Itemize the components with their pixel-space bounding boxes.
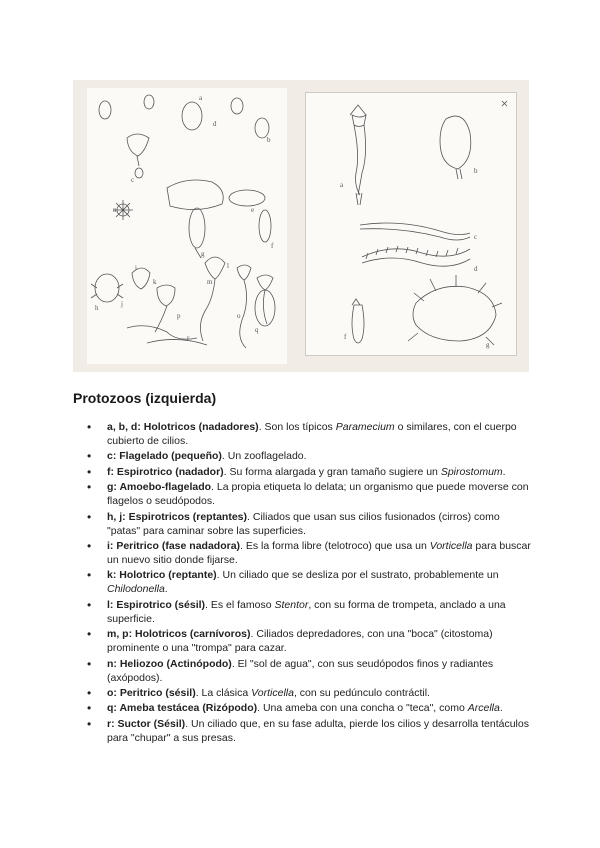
figure-letter: f bbox=[344, 333, 347, 341]
item-text: . Una ameba con una concha o "teca", como bbox=[257, 702, 468, 715]
item-text: . La clásica bbox=[195, 686, 252, 699]
figure-letter: d bbox=[474, 265, 478, 273]
figure-letter: j bbox=[121, 300, 123, 308]
item-species: Stentor bbox=[274, 598, 309, 611]
protozoa-drawing bbox=[87, 88, 287, 364]
list-item bbox=[73, 568, 533, 596]
figure-letter: o bbox=[237, 312, 241, 320]
list-item bbox=[73, 686, 533, 700]
item-label: c: Flagelado (pequeño) bbox=[107, 450, 222, 463]
figure-letter: g bbox=[486, 341, 490, 349]
item-text: . La propia etiqueta lo delata; un organismo que puede moverse con flagelos o seudópodos. bbox=[107, 481, 529, 508]
item-label: k: Holotrico (reptante) bbox=[107, 569, 217, 582]
list-item bbox=[73, 510, 533, 538]
figure-letter: a bbox=[199, 94, 203, 102]
item-text: . Es la forma libre (telotroco) que usa un bbox=[240, 539, 430, 552]
protozoa-list bbox=[73, 420, 533, 746]
figure-letter: f bbox=[271, 242, 274, 250]
list-item bbox=[73, 420, 533, 448]
figure-letter: r bbox=[187, 334, 190, 342]
list-item bbox=[73, 539, 533, 567]
figure-letter: c bbox=[474, 233, 478, 241]
item-species: Spirostomum bbox=[440, 465, 503, 478]
figure-letter: b bbox=[474, 167, 478, 175]
item-text-end: . bbox=[499, 702, 503, 715]
figure-letter: p bbox=[177, 312, 181, 320]
item-text: . Un ciliado que, en su fase adulta, pierde los cilios y desarrolla tentáculos para "chupar" a sus presas. bbox=[107, 717, 529, 744]
item-text-end: para buscar un nuevo sitio donde fijarse. bbox=[107, 539, 531, 566]
item-label: i: Peritrico (fase nadadora) bbox=[107, 539, 241, 552]
list-item bbox=[73, 717, 533, 745]
item-species: Chilodonella bbox=[107, 583, 165, 596]
figure-letter: e bbox=[251, 206, 255, 214]
list-item bbox=[73, 701, 533, 715]
item-text-end: , con su forma de trompeta, anclado a una superficie. bbox=[107, 598, 506, 625]
list-item bbox=[73, 480, 533, 508]
list-item bbox=[73, 627, 533, 655]
item-text: . El "sol de agua", con sus seudópodos finos y radiantes (axópodos). bbox=[107, 657, 494, 684]
item-species: Vorticella bbox=[251, 686, 294, 699]
list-item bbox=[73, 598, 533, 626]
item-text: . Un zooflagelado. bbox=[221, 450, 307, 463]
item-text: . Ciliados depredadores, con una "boca" (citostoma) prominente o una "trompa" para cazar. bbox=[107, 628, 493, 655]
item-label: q: Ameba testácea (Rizópodo) bbox=[107, 702, 258, 715]
item-label: m, p: Holotricos (carnívoros) bbox=[107, 628, 251, 641]
item-text-end: , con su pedúnculo contráctil. bbox=[293, 686, 430, 699]
item-text-end: . bbox=[502, 465, 506, 478]
figure-letter: q bbox=[255, 326, 259, 334]
protozoa-plate-left bbox=[87, 88, 287, 364]
figure-letter: m bbox=[207, 278, 213, 286]
item-text: . Ciliados que usan sus cilios fusionados (cirros) como "patas" para caminar sobre las superficies. bbox=[107, 510, 500, 537]
figure-letter: l bbox=[227, 262, 229, 270]
organisms-drawing bbox=[306, 93, 516, 355]
figure-letter: g bbox=[201, 250, 205, 258]
item-species: Paramecium bbox=[335, 421, 395, 433]
item-text-end: o similares, con el cuerpo cubierto de cilios. bbox=[107, 421, 517, 447]
section-heading: Protozoos (izquierda) bbox=[73, 390, 217, 406]
item-label: f: Espirotrico (nadador) bbox=[107, 465, 224, 478]
figure-letter: i bbox=[135, 264, 137, 272]
item-label: n: Heliozoo (Actinópodo) bbox=[107, 657, 232, 670]
item-label: h, j: Espirotricos (reptantes) bbox=[107, 510, 248, 523]
figure-letter: c bbox=[131, 176, 135, 184]
item-text: . Es el famoso bbox=[205, 598, 275, 611]
item-text-end: . bbox=[164, 583, 168, 596]
item-label: a, b, d: Holotricos (nadadores) bbox=[107, 421, 259, 433]
microorganism-plates-figure bbox=[73, 80, 529, 372]
item-text: . Su forma alargada y gran tamaño sugiere un bbox=[223, 465, 441, 478]
figure-letter: a bbox=[340, 181, 344, 189]
item-label: g: Amoebo-flagelado bbox=[107, 481, 212, 494]
figure-letter: h bbox=[95, 304, 99, 312]
list-item bbox=[73, 657, 533, 685]
item-text: . Son los típicos bbox=[258, 421, 336, 433]
item-species: Vorticella bbox=[429, 539, 473, 552]
item-species: Arcella bbox=[467, 702, 500, 715]
list-item bbox=[73, 449, 533, 463]
item-label: r: Suctor (Sésil) bbox=[107, 717, 186, 730]
item-label: o: Peritrico (sésil) bbox=[107, 686, 196, 699]
figure-letter: d bbox=[213, 120, 217, 128]
organisms-plate-right bbox=[305, 92, 517, 356]
list-item bbox=[73, 465, 533, 479]
item-text: . Un ciliado que se desliza por el sustrato, probablemente un bbox=[216, 569, 499, 582]
item-label: l: Espirotrico (sésil) bbox=[107, 598, 206, 611]
figure-letter: k bbox=[153, 278, 157, 286]
figure-letter: n bbox=[113, 206, 117, 214]
figure-letter: b bbox=[267, 136, 271, 144]
